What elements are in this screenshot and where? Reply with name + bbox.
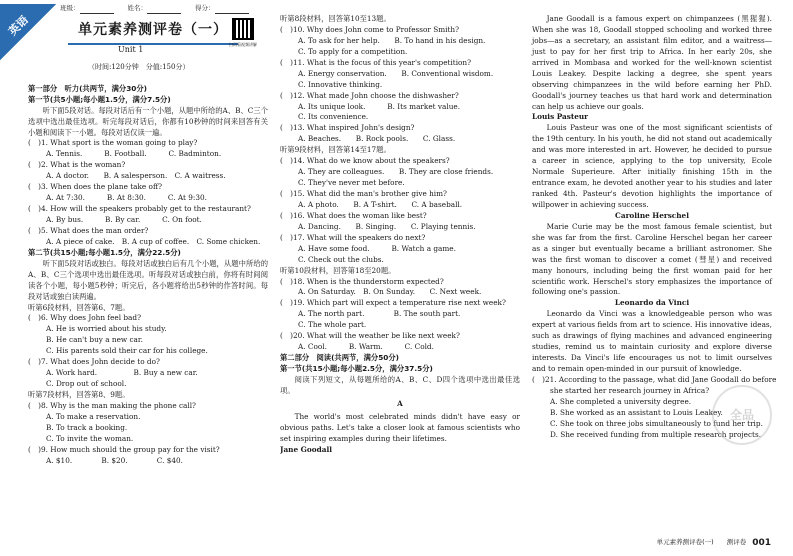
answer-option: A. To ask for her help. B. To hand in his design. — [298, 35, 486, 45]
answer-option: B. He can't buy a new car. — [46, 335, 143, 345]
answer-option: A. To make a reservation. — [46, 411, 141, 421]
subject-tag: 英语 — [0, 4, 56, 60]
question: ( )20. What will the weather be like next week? — [280, 331, 460, 341]
answer-option: A. Cool. B. Warm. C. Cold. — [298, 342, 434, 352]
question: ( )4. How will the speakers probably get to the restaurant? — [28, 204, 251, 214]
answer-option: A. She completed a university degree. — [550, 396, 692, 406]
answer-option: C. Check out the clubs. — [298, 254, 384, 264]
question: ( )6. Why does John feel bad? — [28, 313, 141, 323]
answer-option: C. The whole part. — [298, 320, 367, 330]
text-line: 听下面5段对话。每段对话后有一个小题，从题中所给的A、B、C三个选项中选出最佳选项。听完每段对话后，你都有10秒钟的时间来回答有关小题和阅读下一小题。每段对话仅读一遍。 — [28, 105, 268, 137]
text-line: Leonardo da Vinci — [614, 298, 690, 308]
answer-option: A. Have some food. B. Watch a game. — [298, 243, 456, 253]
text-line: 第一节(共5小题;每小题1.5分，满分7.5分) — [28, 94, 171, 104]
answer-option: A. Its unique look. B. Its market value. — [298, 101, 461, 111]
answer-option: C. Innovative thinking. — [298, 79, 383, 89]
answer-option: C. She took on three jobs simultaneously to fund her trip. — [550, 418, 763, 428]
answer-option: B. She worked as an assistant to Louis Leakey. — [550, 407, 723, 417]
answer-option: C. Its convenience. — [298, 112, 369, 122]
question: ( )8. Why is the man making the phone call? — [28, 400, 196, 410]
text-line: A — [397, 398, 403, 408]
text-line: Leonardo da Vinci was a knowledgeable person who was expert at various fields from art to science. His innovative ideas, such as drawings of flying machines and advanced engineering studies, remind us to maintain curiosity and explore diverse interests. Da Vinci's life encourages us not to limit ourselves and to remain open-minded in our pursuit of knowledge. — [532, 309, 772, 373]
score-field[interactable] — [215, 6, 249, 14]
question: ( )5. What does the man order? — [28, 225, 149, 235]
text-line: Caroline Herschel — [615, 210, 689, 220]
answer-option: A. A doctor. B. A salesperson. C. A waitress. — [46, 171, 226, 181]
question: ( )16. What does the woman like best? — [280, 210, 427, 220]
page-footer — [657, 537, 771, 551]
column-2-body — [280, 14, 520, 456]
text-line: 听第6段材料，回答第6、7题。 — [28, 302, 130, 312]
answer-option: A. Beaches. B. Rock pools. C. Glass. — [298, 134, 456, 144]
answer-option: A. A photo. B. A T-shirt. C. A baseball. — [298, 199, 463, 209]
class-field[interactable] — [80, 6, 114, 14]
question: ( )21. According to the passage, what did Jane Goodall do before — [532, 374, 777, 384]
score-label: 得分： — [195, 4, 215, 12]
qr-code-icon[interactable] — [232, 18, 254, 40]
text-line: Jane Goodall is a famous expert on chimpanzees (黑猩猩). When she was 18, Goodall stopped schooling and worked three jobs—as a secretary, an assistant film editor, and a waitress—just to pay for her first trip to Africa. In her early 20s, she arrived in Mombasa and worked for the well-known scientist Louis Leakey. Despite lacking a degree, she spent years observing chimpanzees in the wild before earning her PhD. Goodall's journey teaches us that hard work and determination can help us achieve our goals. — [532, 14, 772, 111]
text-line: 第二部分 阅读(共两节，满分50分) — [280, 353, 399, 363]
text-line: 听第9段材料，回答第14至17题。 — [280, 145, 391, 155]
column-3-body — [532, 14, 777, 441]
answer-option: A. On Saturday. B. On Sunday. C. Next week. — [298, 287, 482, 297]
answer-option: C. To apply for a competition. — [298, 46, 408, 56]
text-line: Louis Pasteur — [532, 112, 589, 122]
answer-option: A. The north part. B. The south part. — [298, 309, 461, 319]
column-1 — [6, 0, 268, 467]
student-info — [60, 4, 268, 14]
text-line: Jane Goodall — [280, 444, 333, 454]
qr-caption: 扫码看视频讲解 — [229, 41, 257, 47]
text-line: 听第10段材料，回答第18至20题。 — [280, 265, 396, 275]
text-line: 第一节(共15小题;每小题2.5分，满分37.5分) — [280, 364, 433, 373]
question: ( )11. What is the focus of this year's competition? — [280, 57, 472, 67]
answer-option: A. Dancing. B. Singing. C. Playing tennis. — [298, 221, 476, 231]
unit-label: Unit 1 — [118, 44, 144, 54]
question: ( )14. What do we know about the speakers? — [280, 156, 450, 166]
text-line: 听第8段材料，回答第10至13题。 — [280, 14, 391, 23]
answer-option: she started her research journey in Africa? — [550, 385, 710, 395]
answer-option: A. Work hard. B. Buy a new car. — [46, 368, 198, 378]
answer-option: B. To track a booking. — [46, 422, 128, 432]
class-label: 班级： — [60, 4, 80, 12]
question: ( )18. When is the thunderstorm expected? — [280, 276, 444, 286]
page-title: 单元素养测评卷（一） — [68, 20, 238, 45]
answer-option: A. At 7:30. B. At 8:30. C. At 9:30. — [46, 193, 207, 203]
question: ( )19. Which part will expect a temperature rise next week? — [280, 298, 506, 308]
text-line: 第二节(共15小题;每小题1.5分，满分22.5分) — [28, 247, 181, 257]
text-line: 听第7段材料，回答第8、9题。 — [28, 390, 130, 399]
question: ( )1. What sport is the woman going to play? — [28, 138, 198, 148]
text-line: Louis Pasteur was one of the most significant scientists of the 19th century. In his youth, he did not stand out academically and was more interested in art. However, he decided to pursue a career in science, applying to the top university, Ecole Normale Superieure. After initially finishing 15th in the entrance exam, he devoted another year to his studies and later ranked 4th. Pasteur's devotion highlights the importance of willpower in achieving success. — [532, 123, 772, 209]
answer-option: D. She received funding from multiple research projects. — [550, 429, 762, 439]
column-1-body — [28, 84, 268, 467]
column-3 — [532, 14, 777, 441]
question: ( )13. What inspired John's design? — [280, 123, 415, 133]
answer-option: A. He is worried about his study. — [46, 324, 167, 334]
answer-option: A. A piece of cake. B. A cup of coffee. C. Some chicken. — [46, 236, 261, 246]
answer-option: C. They've never met before. — [298, 178, 405, 188]
text-line: 第一部分 听力(共两节，满分30分) — [28, 83, 147, 93]
answer-option: C. To invite the woman. — [46, 433, 134, 443]
answer-option: A. Energy conservation. B. Conventional wisdom. — [298, 68, 494, 78]
text-line: 听下面5段对话或独白。每段对话或独白后有几个小题，从题中所给的A、B、C三个选项中选出最佳选项。听每段对话或独白前，你将有时间阅读各个小题，每小题5秒钟；听完后，各小题将给出5秒钟的作答时间。每段对话或独白读两遍。 — [28, 258, 268, 301]
watermark-stamp: 全品 — [712, 385, 772, 445]
time-score: （时间:120分钟 分值:150分） — [88, 62, 190, 71]
text-line: 阅读下列短文，从每题所给的A、B、C、D四个选项中选出最佳选项。 — [280, 374, 520, 395]
answer-option: C. Drop out of school. — [46, 379, 127, 389]
name-label: 姓名： — [127, 4, 147, 12]
answer-option: A. Tennis. B. Football. C. Badminton. — [46, 149, 222, 159]
footer-label: 单元素养测评卷(一) 测评卷 — [656, 538, 747, 547]
text-line: The world's most celebrated minds didn't have easy or obvious paths. Let's take a closer look at famous scientists who set inspiring examples during their lifetimes. — [280, 411, 520, 443]
question: ( )7. What does John decide to do? — [28, 357, 160, 367]
text-line: Marie Curie may be the most famous female scientist, but she was far from the first. Caroline Herschel began her career as a singer but eventually became a brilliant astronomer. She was the first woman to discover a comet (彗星) and received many honours, including being the first woman paid for her scientific work. Herschel's story emphasizes the importance of following one's passion. — [532, 221, 772, 297]
question: ( )17. What will the speakers do next? — [280, 232, 426, 242]
question: ( )9. How much should the group pay for the visit? — [28, 444, 220, 454]
question: ( )3. When does the plane take off? — [28, 182, 163, 192]
question: ( )10. Why does John come to Professor Smith? — [280, 24, 460, 34]
answer-option: A. They are colleagues. B. They are close friends. — [298, 167, 494, 177]
page-number: 001 — [752, 537, 771, 548]
question: ( )12. What made John choose the dishwasher? — [280, 90, 459, 100]
question: ( )15. What did the man's brother give him? — [280, 189, 447, 198]
answer-option: A. By bus. B. By car. C. On foot. — [46, 215, 202, 224]
answer-option: C. His parents sold their car for his college. — [46, 346, 208, 356]
name-field[interactable] — [147, 6, 181, 14]
answer-option: A. $10. B. $20. C. $40. — [46, 455, 183, 465]
question: ( )2. What is the woman? — [28, 160, 126, 170]
column-2 — [280, 14, 520, 456]
title-area — [6, 13, 268, 84]
